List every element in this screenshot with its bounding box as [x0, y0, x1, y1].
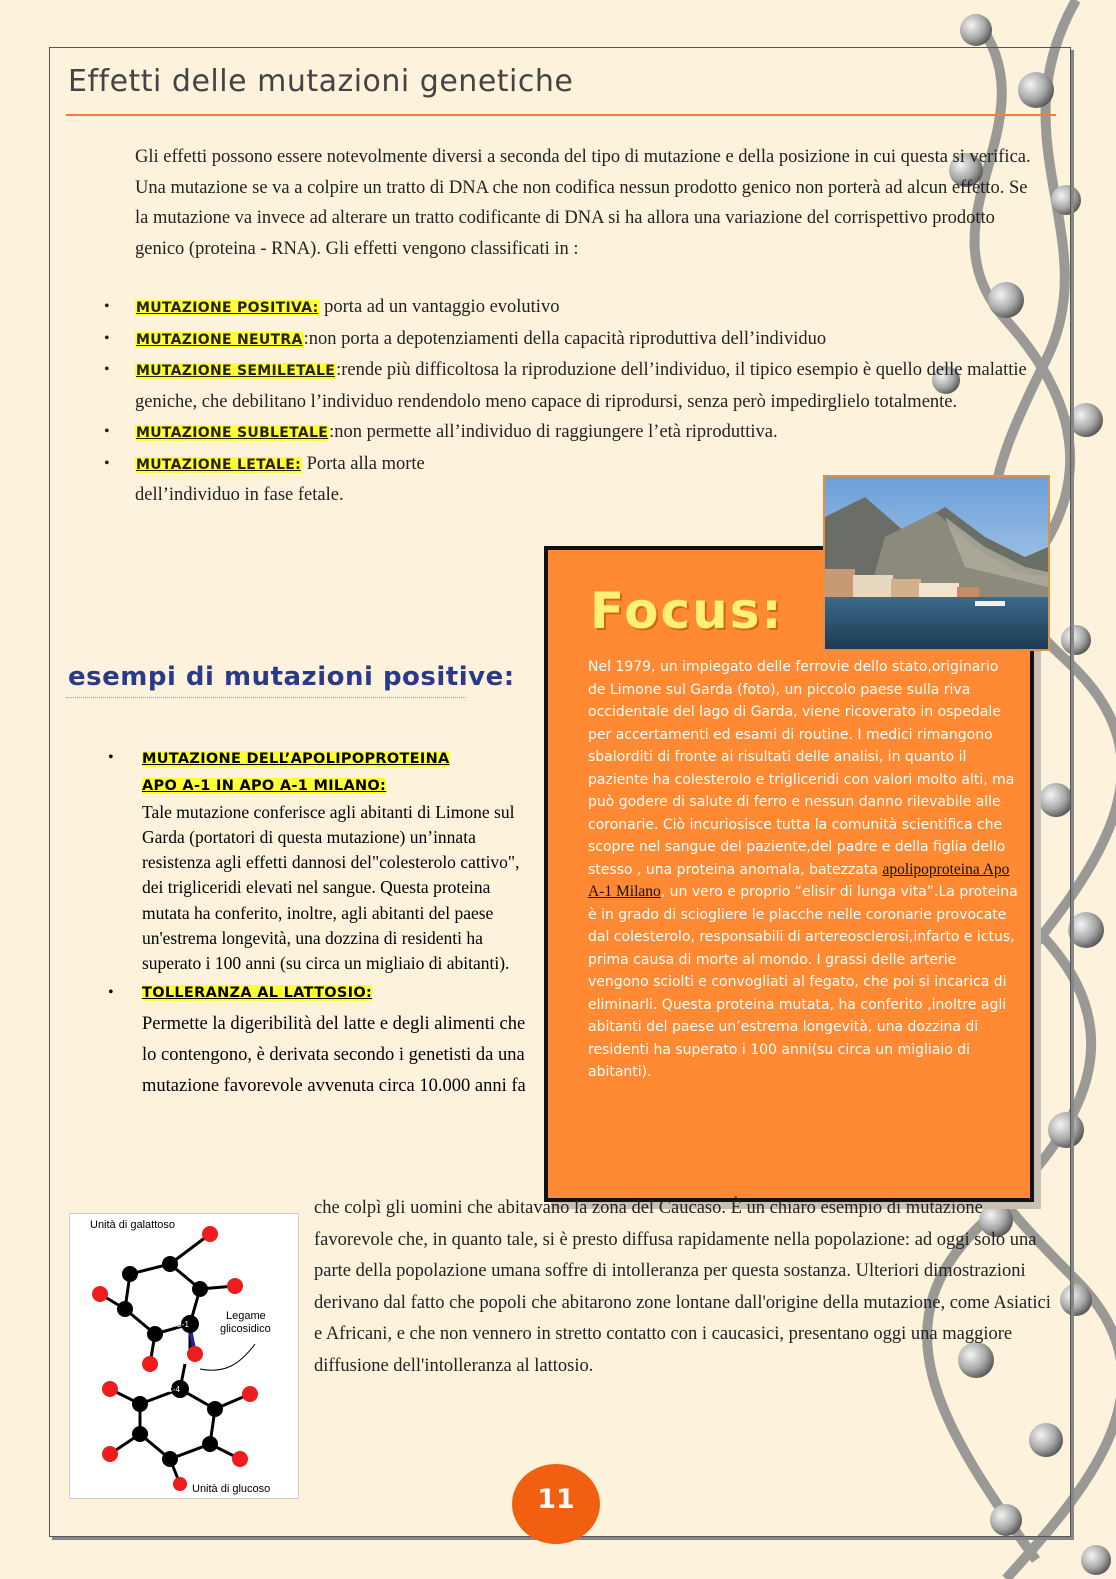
- mutation-type-label: MUTAZIONE SUBLETALE: [136, 425, 329, 441]
- mutation-type-text: porta ad un vantaggio evolutivo: [319, 297, 560, 317]
- limone-photo: [823, 475, 1050, 651]
- examples-heading-rule: [66, 697, 466, 698]
- list-item: [135, 449, 475, 511]
- focus-text-part: Nel 1979, un impiegato delle ferrovie dello stato,originario de Limone sul Garda (foto), un piccolo paese sulla riva occidentale del lago di Garda, viene ricoverato in ospedale per accertamenti ed esami di routine. I medici rimangono sbalorditi di fronte ai risultati delle analisi, in quanto il paziente ha colesterolo e trigliceridi con valori molto alti, ma può godere di salute di ferro e nessun danno rilevabile alle coronarie. Ciò incuriosisce tutta la comunità scientifica che scopre nel sangue del paziente,del padre e della figlia dello stesso , una proteina anomala, batezzata: [588, 659, 1015, 878]
- mutation-type-label: MUTAZIONE LETALE:: [136, 456, 301, 473]
- page-number: 11: [537, 1484, 575, 1515]
- page-title: Effetti delle mutazioni genetiche: [68, 64, 574, 99]
- title-underline: [66, 114, 1056, 116]
- list-item: [135, 417, 795, 449]
- focus-text: [588, 656, 1020, 1084]
- glucose-label: Unità di glucoso: [192, 1483, 271, 1495]
- galactose-label: Unità di galattoso: [90, 1219, 175, 1231]
- list-item: [135, 292, 1055, 324]
- molecule-drawing: [70, 1214, 298, 1498]
- c1-label: C-1: [176, 1320, 189, 1329]
- mutation-type-label: MUTAZIONE NEUTRA: [136, 331, 303, 348]
- focus-text-part: , un vero e proprio “elisir di lunga vita”.La proteina è in grado di sciogliere le placche nelle coronarie provocate dal colesterolo, responsabili di artereosclerosi,infarto e ictus, prima causa di morte al mondo. I grassi delle arterie vengono sciolti e convogliati al fegato, che poi si incarica di eliminarli. Questa proteina mutata, ha conferito ,inoltre agli abitanti del paese un’estrema longevità, una dozzina di residenti ha superato i 100 anni(su circa un migliaio di abitanti).: [588, 884, 1018, 1080]
- example-heading: MUTAZIONE DELL’APOLIPOPROTEINA: [142, 751, 450, 767]
- list-item: [135, 324, 1055, 356]
- list-item: [142, 745, 537, 977]
- list-item: [142, 977, 537, 1102]
- list-item: [135, 355, 1055, 417]
- c4-label: C-4: [167, 1385, 180, 1394]
- lake-landscape-image: [825, 477, 1048, 649]
- lactose-molecule-diagram: [69, 1213, 299, 1499]
- lactose-continuation: che colpì gli uomini che abitavano la zona del Caucaso. È un chiaro esempio di mutazione favorevole che, in quanto tale, si è presto diffusa rapidamente nella popolazione: ad oggi solo una parte della popolazione umana soffre di intolleranza per questa sostanza. Ulteriori dimostrazioni derivano dal fatto che popoli che abitarono zone lontane dall'origine della mutazione, come Asiatici e Africani, e che non vennero in stretto contatto con i caucasici, presentano oggi una maggiore diffusione dell'intolleranza al lattosio.: [314, 1198, 1051, 1376]
- mutation-type-text: Porta alla morte dell’individuo in fase fetale.: [135, 453, 425, 505]
- example-heading: APO A-1 IN APO A-1 MILANO:: [142, 778, 387, 795]
- intro-paragraph: Gli effetti possono essere notevolmente diversi a seconda del tipo di mutazione e della posizione in cui questa si verifica. Una mutazione se va a colpire un tratto di DNA che non codifica nessun prodotto genico non porterà ad alcun effetto. Se la mutazione va invece ad alterare un tratto codificante di DNA si ha allora una variazione del corrispettivo prodotto genico (proteina - RNA). Gli effetti vengono classificati in :: [135, 147, 1031, 259]
- mutation-type-text: :rende più difficoltosa la riproduzione dell’individuo, il tipico esempio è quello delle malattie geniche, che debilitano l’individuo rendendolo meno capace di riprodursi, senza però impedirglielo totalmente.: [135, 360, 1027, 412]
- focus-title: Focus:: [590, 582, 784, 640]
- mutation-type-label: MUTAZIONE POSITIVA:: [136, 300, 319, 316]
- mutation-type-label: MUTAZIONE SEMILETALE: [136, 363, 336, 379]
- mutation-type-text: :non porta a depotenziamenti della capacità riproduttiva dell’individuo: [303, 328, 827, 349]
- mutation-type-text: :non permette all’individuo di raggiungere l’età riproduttiva.: [329, 422, 778, 442]
- bond-label: glicosidico: [220, 1323, 271, 1335]
- example-heading: TOLLERANZA AL LATTOSIO:: [142, 984, 373, 1001]
- apolipoprotein-link[interactable]: apolipoproteina Apo A-1 Milano: [588, 860, 1010, 900]
- examples-list: [142, 745, 537, 1102]
- example-text: Permette la digeribilità del latte e degli alimenti che lo contengono, è derivata secondo i genetisti da una mutazione favorevole avvenuta circa 10.000 anni fa: [142, 1013, 526, 1096]
- example-text: Tale mutazione conferisce agli abitanti di Limone sul Garda (portatori di questa mutazione) un’innata resistenza agli effetti dannosi del"colesterolo cattivo", dei trigliceridi elevati nel sangue. Questa proteina mutata ha conferito, inoltre, agli abitanti del paese un'estrema longevità, una dozzina di residenti ha superato i 100 anni (su circa un migliaio di abitanti).: [142, 801, 520, 974]
- examples-heading: esempi di mutazioni positive:: [68, 662, 515, 692]
- bond-label: Legame: [226, 1310, 266, 1322]
